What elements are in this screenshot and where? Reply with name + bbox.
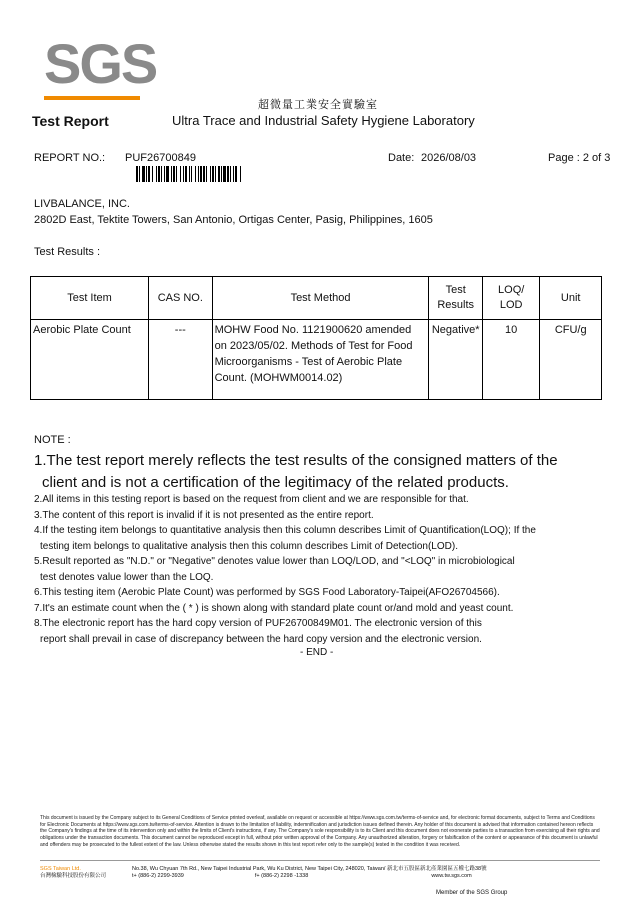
note-4b: testing item belongs to qualitative analysis then this column describes Limit of Detection(LOD). [40, 540, 458, 552]
sgs-logo [44, 32, 157, 98]
barcode [136, 166, 304, 182]
date-label: Date: [388, 152, 415, 164]
note-8a: 8.The electronic report has the hard copy version of PUF26700849M01. The electronic version of this [34, 618, 482, 629]
header-test-method: Test Method [212, 277, 429, 320]
footer-company-en: SGS Taiwan Ltd. [40, 866, 81, 872]
cell-test-result: Negative* [429, 320, 482, 400]
notes-list [34, 492, 614, 647]
header-loq-lod [482, 277, 540, 320]
note-8b: report shall prevail in case of discrepancy between the hard copy version and the electronic version. [40, 633, 482, 645]
note-1-line-b: client and is not a certification of the legitimacy of the related products. [42, 474, 509, 491]
report-no-label: REPORT NO.: [34, 152, 106, 164]
note-label: NOTE : [34, 434, 71, 446]
note-3: 3.The content of this report is invalid if it is not presented as the entire report. [34, 509, 374, 521]
client-address: 2802D East, Tektite Towers, San Antonio, Ortigas Center, Pasig, Philippines, 1605 [34, 214, 433, 226]
footer-company [40, 866, 106, 880]
cell-cas-no: --- [149, 320, 213, 400]
report-no: PUF26700849 [125, 152, 196, 164]
barcode-bar [241, 166, 242, 182]
footer-address: No.38, Wu Chyuan 7th Rd., New Taipei Industrial Park, Wu Ku District, New Taipei City, 248020, Taiwan/ 新北市五股區新北產業園區五權七路38號 [132, 866, 487, 872]
results-table [30, 276, 602, 400]
footer-tel: t+ (886-2) 2299-3939 [132, 873, 184, 879]
results-label: Test Results : [34, 246, 101, 258]
footer-member: Member of the SGS Group [436, 890, 508, 896]
header-results-line2: Results [437, 299, 475, 311]
cell-unit: CFU/g [540, 320, 602, 400]
note-5a: 5.Result reported as "N.D." or "Negative" denotes value lower than LOQ/LOD, and "<LOQ" in microbiological [34, 556, 515, 567]
footer-web: www.tw.sgs.com [431, 873, 472, 879]
footer-company-cn: 台灣檢驗科技股份有限公司 [40, 873, 107, 879]
logo-bar [44, 96, 140, 100]
page-number: Page : 2 of 3 [548, 152, 611, 164]
note-4a: 4.If the testing item belongs to quantitative analysis then this column describes Limit of Quantification(LOQ); If the [34, 525, 536, 536]
table-header-row [31, 277, 602, 320]
footer-phones [132, 873, 487, 880]
note-6: 6.This testing item (Aerobic Plate Count) was performed by SGS Food Laboratory-Taipei(AFO26704566). [34, 587, 500, 598]
cell-test-method: MOHW Food No. 1121900620 amended on 2023/05/02. Methods of Test for Food Microorganisms - Test of Aerobic Plate Count. (MOHWM0014.02) [212, 320, 429, 400]
footer-contact [132, 866, 487, 880]
header-loq-line2: LOD [499, 299, 523, 311]
cell-test-item: Aerobic Plate Count [31, 320, 149, 400]
header-cas-no: CAS NO. [149, 277, 213, 320]
end-marker: - END - [300, 647, 334, 658]
header-unit: Unit [540, 277, 602, 320]
footer-fax: f+ (886-2) 2298 -1338 [254, 873, 309, 879]
header-test-results [429, 277, 482, 320]
note-1 [34, 450, 614, 494]
header-test-item: Test Item [31, 277, 149, 320]
table-row [31, 320, 602, 400]
doc-title: Test Report [32, 113, 109, 129]
lab-name-cn: 超微量工業安全實驗室 [258, 99, 378, 111]
logo-text: SGS [44, 32, 157, 95]
footer-divider [40, 860, 600, 861]
header-loq-line1: LOQ/ [498, 284, 525, 296]
note-7: 7.It's an estimate count when the ( * ) is shown along with standard plate count or/and mold and yeast count. [34, 602, 514, 614]
note-1-line-a: 1.The test report merely reflects the test results of the consigned matters of the [34, 452, 558, 469]
footer-disclaimer: This document is issued by the Company subject to its General Conditions of Service printed overleaf, available on request or accessible at https://www.sgs.com.tw/terms-of-service and, for electronic format documents, subject to Terms and Conditions for Electronic Documents at https://www.sgs.com.tw/terms-of-service. Attention is drawn to the limitation of liability, indemnification and jurisdiction issues defined therein. Any holder of this document is advised that information contained hereon reflects the Company's findings at the time of its intervention only and within the limits of Client's instructions, if any. The Company's sole responsibility is to its Client and this document does not exonerate parties to a transaction from exercising all their rights and obligations under the transaction documents. This document cannot be reproduced except in full, without prior written approval of the Company. Any unauthorized alteration, forgery or falsification of the content or appearance of this document is unlawful and offenders may be prosecuted to the fullest extent of the law. Unless otherwise stated the results shown in this test report refer only to the sample(s) tested in the condition it was received. [40, 815, 600, 848]
header-results-line1: Test [445, 284, 466, 296]
client-name: LIVBALANCE, INC. [34, 198, 130, 210]
cell-loq: 10 [482, 320, 540, 400]
report-date: 2026/08/03 [421, 152, 477, 164]
lab-name: Ultra Trace and Industrial Safety Hygiene Laboratory [172, 113, 475, 128]
note-5b: test denotes value lower than the LOQ. [40, 571, 214, 583]
note-2: 2.All items in this testing report is based on the request from client and we are responsible for that. [34, 494, 469, 505]
